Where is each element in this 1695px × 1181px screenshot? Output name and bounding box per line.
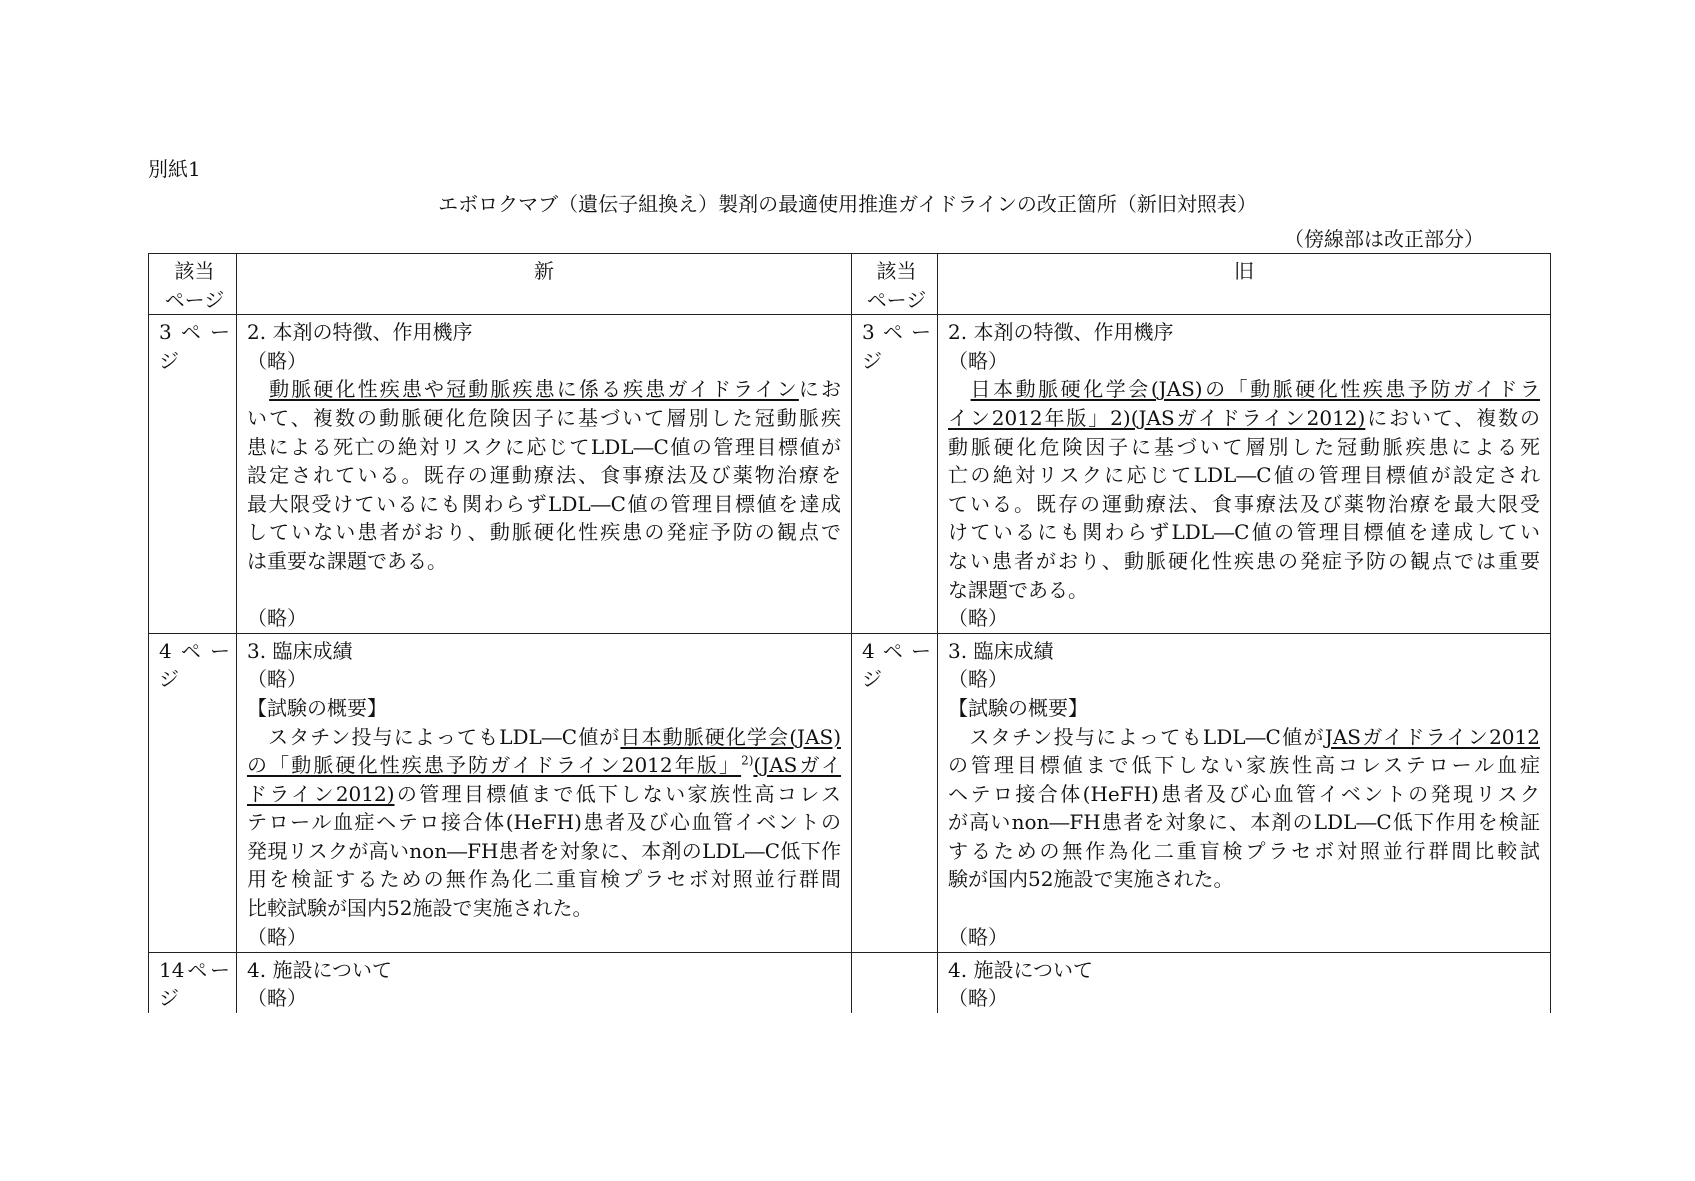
text-line: [247, 576, 841, 605]
text-segment: 3. 臨床成績: [948, 638, 1054, 663]
text-segment: 設定されている。既存の運動療法、食事療法及び薬物治療を: [247, 463, 841, 488]
text-segment: 発現リスクが高いnon―FH患者を対象に、本剤のLDL―C低下作: [247, 838, 841, 863]
text-segment: （略）: [247, 667, 307, 692]
page-number-line: ジ: [159, 348, 179, 373]
text-line: [948, 637, 1540, 666]
text-line: [247, 984, 841, 1013]
text-segment: 【試験の概要】: [948, 695, 1088, 720]
text-segment: （略）: [247, 348, 307, 373]
text-segment: 験が国内52施設で実施された。: [948, 867, 1234, 892]
text-line: [247, 318, 841, 347]
text-line: [247, 837, 841, 866]
page-cell-old: [852, 952, 938, 1013]
text-line: [948, 490, 1540, 519]
text-line: [247, 665, 841, 694]
text-segment: していない患者がおり、動脈硬化性疾患の発症予防の観点で: [247, 520, 841, 545]
revised-underlined-text: 日本動脈硬化学会(JAS): [620, 724, 841, 749]
revised-underlined-text: JASガイドライン2012: [1324, 724, 1540, 749]
text-segment: （略）: [948, 924, 1008, 949]
text-line: [948, 894, 1540, 923]
text-line: [948, 547, 1540, 576]
revised-underlined-text: 動脈硬化性疾患や冠動脈疾患に係る疾患ガイドライン: [269, 377, 799, 402]
page-number-line: ジ: [159, 667, 179, 692]
old-text-cell: [938, 952, 1551, 1013]
text-line: [948, 780, 1540, 809]
text-line: [948, 375, 1540, 404]
revised-underlined-text: イン2012年版」2)(JASガイドライン2012): [948, 405, 1366, 430]
attachment-label: 別紙1: [148, 157, 201, 181]
revised-underlined-text: ドライン2012): [247, 781, 395, 806]
text-segment: （略）: [948, 667, 1008, 692]
text-segment: （略）: [247, 986, 307, 1011]
page-cell-new: [149, 315, 237, 634]
text-segment: スタチン投与によってもLDL―C値が: [247, 724, 621, 749]
revised-underlined-text: (JASガイ: [753, 753, 841, 778]
page-number-line: 3ペー: [159, 320, 230, 345]
header-text: 該当: [876, 259, 917, 283]
revised-underlined-text: の「動脈硬化性疾患予防ガイドライン2012年版」: [247, 753, 742, 778]
text-line: [948, 318, 1540, 347]
text-segment: （略）: [247, 924, 307, 949]
text-line: [247, 956, 841, 985]
text-line: [948, 665, 1540, 694]
reference-superscript: 2): [741, 753, 754, 768]
page-number-line: 3ペー: [862, 320, 931, 345]
text-line: [247, 347, 841, 376]
new-text-cell: [237, 633, 852, 952]
page-cell-new: [149, 633, 237, 952]
text-line: [948, 404, 1540, 433]
text-line: [247, 923, 841, 952]
text-segment: スタチン投与によってもLDL―C値が: [948, 724, 1325, 749]
text-segment: 2. 本剤の特徴、作用機序: [247, 320, 473, 345]
text-segment: ている。既存の運動療法、食事療法及び薬物治療を最大限受: [948, 491, 1540, 516]
text-line: [948, 984, 1540, 1013]
text-line: [247, 780, 841, 809]
text-line: [247, 518, 841, 547]
text-segment: 亡の絶対リスクに応じてLDL―C値の管理目標値が設定され: [948, 463, 1540, 488]
text-line: [948, 461, 1540, 490]
text-segment: 2. 本剤の特徴、作用機序: [948, 320, 1174, 345]
text-segment: の管理目標値まで低下しない家族性高コレステロール血症: [948, 753, 1540, 778]
text-segment: 比較試験が国内52施設で実施された。: [247, 896, 593, 921]
text-line: [247, 694, 841, 723]
text-segment: （略）: [948, 606, 1008, 631]
text-segment: 用を検証するための無作為化二重盲検プラセボ対照並行群間: [247, 867, 841, 892]
text-segment: [948, 377, 971, 401]
text-line: [948, 604, 1540, 633]
text-segment: ヘテロ接合体(HeFH)患者及び心血管イベントの発現リスク: [948, 781, 1540, 806]
text-segment: 【試験の概要】: [247, 695, 387, 720]
page-number-line: ジ: [862, 667, 882, 692]
header-text: ページ: [866, 287, 927, 312]
text-segment: （略）: [247, 606, 307, 631]
text-line: [247, 637, 841, 666]
text-line: [948, 956, 1540, 985]
text-segment: ない患者がおり、動脈硬化性疾患の発症予防の観点では重要: [948, 548, 1540, 573]
underline-note: （傍線部は改正部分）: [1284, 227, 1484, 251]
text-segment: 3. 臨床成績: [247, 638, 353, 663]
text-line: [247, 404, 841, 433]
text-line: [247, 894, 841, 923]
page-number-line: 14ペー: [159, 957, 230, 982]
text-line: [247, 723, 841, 752]
text-segment: するための無作為化二重盲検プラセボ対照並行群間比較試: [948, 838, 1540, 863]
page-number-line: ジ: [159, 986, 179, 1011]
text-line: [948, 808, 1540, 837]
text-line: [247, 490, 841, 519]
new-text-cell: [237, 952, 852, 1013]
table-row: [149, 952, 1551, 1013]
header-page-old: [852, 254, 938, 315]
text-line: [247, 461, 841, 490]
text-segment: にお: [798, 377, 841, 402]
text-segment: けているにも関わらずLDL―C値の管理目標値を達成してい: [948, 520, 1540, 545]
text-line: [948, 347, 1540, 376]
text-segment: 患による死亡の絶対リスクに応じてLDL―C値の管理目標値が: [247, 434, 841, 459]
text-line: [247, 808, 841, 837]
text-line: [948, 723, 1540, 752]
text-segment: 4. 施設について: [247, 957, 393, 982]
text-segment: （略）: [948, 986, 1008, 1011]
page-number-line: 4ペー: [862, 638, 931, 663]
page-number-line: 4ペー: [159, 638, 230, 663]
revised-underlined-text: 日本動脈硬化学会(JAS)の「動脈硬化性疾患予防ガイドラ: [970, 377, 1541, 402]
text-line: [948, 576, 1540, 605]
text-line: [247, 433, 841, 462]
header-new: 新: [237, 254, 852, 315]
table-row: [149, 633, 1551, 952]
text-line: [948, 837, 1540, 866]
page-cell-old: [852, 315, 938, 634]
header-old: 旧: [938, 254, 1551, 315]
page-number-line: ジ: [862, 348, 882, 373]
text-line: [247, 751, 841, 780]
text-segment: 最大限受けているにも関わらずLDL―C値の管理目標値を達成: [247, 491, 841, 516]
page-cell-old: [852, 633, 938, 952]
text-line: [948, 694, 1540, 723]
old-text-cell: [938, 633, 1551, 952]
document-title: エボロクマブ（遺伝子組換え）製剤の最適使用推進ガイドラインの改正箇所（新旧対照表）: [438, 192, 1257, 216]
table-header-row: [149, 254, 1551, 315]
text-segment: 動脈硬化危険因子に基づいて層別した冠動脈疾患による死: [948, 434, 1540, 459]
text-segment: において、複数の: [1365, 405, 1540, 430]
text-segment: いて、複数の動脈硬化危険因子に基づいて層別した冠動脈疾: [247, 405, 841, 430]
text-line: [247, 604, 841, 633]
header-text: 該当: [174, 259, 215, 283]
text-line: [247, 547, 841, 576]
text-line: [948, 865, 1540, 894]
text-segment: [247, 377, 269, 401]
text-line: [247, 865, 841, 894]
text-segment: が高いnon―FH患者を対象に、本剤のLDL―C低下作用を検証: [948, 810, 1540, 835]
header-page-new: [149, 254, 237, 315]
text-segment: は重要な課題である。: [247, 548, 447, 573]
text-segment: の管理目標値まで低下しない家族性高コレス: [394, 781, 841, 806]
text-segment: テロール血症ヘテロ接合体(HeFH)患者及び心血管イベントの: [247, 810, 841, 835]
text-line: [247, 375, 841, 404]
text-segment: な課題である。: [948, 577, 1088, 602]
new-text-cell: [237, 315, 852, 634]
text-line: [948, 433, 1540, 462]
page-cell-new: [149, 952, 237, 1013]
comparison-table: [148, 253, 1551, 1013]
header-text: ページ: [164, 287, 225, 312]
text-segment: 4. 施設について: [948, 957, 1094, 982]
text-line: [948, 518, 1540, 547]
text-line: [948, 923, 1540, 952]
old-text-cell: [938, 315, 1551, 634]
text-line: [948, 751, 1540, 780]
text-segment: （略）: [948, 348, 1008, 373]
table-row: [149, 315, 1551, 634]
